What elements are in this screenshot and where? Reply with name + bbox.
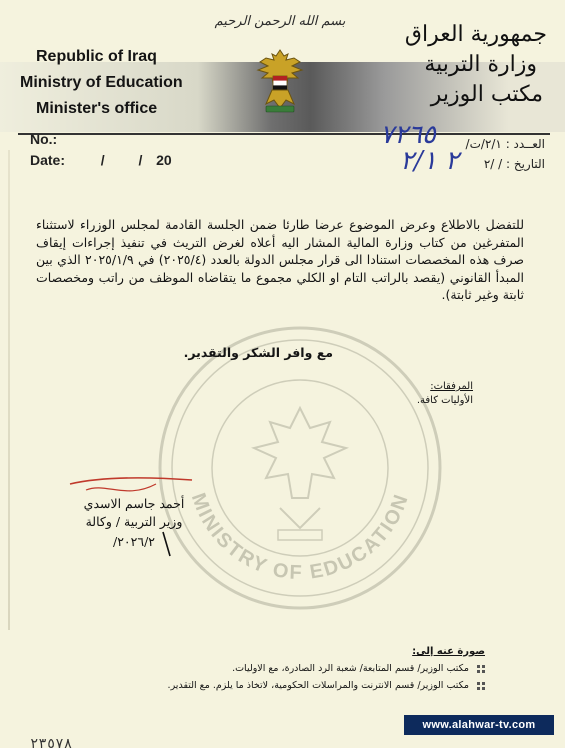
arabic-date-label: التاريخ : / /٢: [483, 157, 545, 171]
date-slash-1: /: [100, 152, 105, 168]
basmala: بسم الله الرحمن الرحيم: [214, 14, 346, 29]
copies-item: [232, 663, 485, 674]
header-divider: [18, 133, 550, 135]
copies-item-text: مكتب الوزير/ قسم المتابعة/ شعبة الرد الصادرة، مع الاوليات.: [232, 663, 469, 674]
date-label-text: Date:: [30, 152, 66, 168]
arabic-line-office: مكتب الوزير: [430, 82, 543, 107]
ministry-seal-icon: [150, 318, 450, 618]
square-bullet-icon: [477, 665, 485, 673]
attachments-title: المرفقات:: [430, 381, 473, 392]
letter-closing: مع وافر الشكر والتقدير.: [183, 345, 333, 360]
signature-mark-icon: [160, 530, 174, 558]
signatory-title: وزير التربية / وكالة: [85, 514, 183, 529]
arabic-line-country: جمهورية العراق: [404, 22, 547, 47]
english-letterhead: [20, 44, 183, 122]
copies-item-text: مكتب الوزير/ قسم الانترنت والمراسلات الحكومية، لاتخاذ ما يلزم. مع التقدير.: [167, 680, 469, 691]
date-slash-2: /: [138, 152, 143, 168]
signature-date: ٢٠٢٦/٢/: [113, 534, 155, 549]
copies-item: [168, 680, 485, 691]
site-watermark: www.alahwar-tv.com: [404, 715, 554, 735]
arabic-number-label: العــدد : ٢/١/ت/: [465, 137, 545, 151]
date-year: 20: [156, 152, 172, 168]
svg-text:MINISTRY OF EDUCATION: [187, 490, 413, 584]
seal-text: MINISTRY OF EDUCATION: [186, 490, 414, 585]
english-line-ministry: Ministry of Education: [20, 74, 183, 91]
copies-title: صورة عنه إلى:: [412, 646, 485, 657]
iraq-eagle-emblem-icon: [252, 46, 308, 116]
footer-serial-number: ٢٣٥٧٨: [30, 736, 73, 748]
arabic-letterhead: [405, 20, 547, 110]
handwritten-date: ٢ ٢/١: [400, 146, 459, 176]
square-bullet-icon: [477, 682, 485, 690]
attachments-item: الأوليات كافة.: [416, 395, 473, 406]
page-edge-shadow: [8, 150, 10, 630]
signature-scribble-icon: [66, 470, 196, 520]
signatory-name: أحمد جاسم الاسدي: [83, 496, 185, 511]
english-line-country: Republic of Iraq: [36, 48, 157, 65]
arabic-line-ministry: وزارة التربية: [424, 52, 537, 77]
english-line-office: Minister's office: [36, 100, 158, 117]
reference-date-label: [30, 152, 172, 168]
letter-body-paragraph: للتفضل بالاطلاع وعرض الموضوع عرضا طارئا ضمن الجلسة القادمة لمجلس الوزراء لاستثناء المتفرغين من كتاب وزارة المالية المشار اليه أعلاه لغرض التريث في تنفيذ إجراءات إيقاف صرف هذه المخصصات استنادا الى قرار مجلس الدولة بالعدد (٢٠٢٥/٤) في ٢٠٢٥/١/٩ الذي بين المبدأ القانوني (يقصد بالراتب التام او الكلي مجموع ما يتقاضاه الموظف من راتب ومخصصات ثابتة وغير ثابتة).: [36, 217, 525, 303]
reference-number-label: No.:: [30, 131, 58, 147]
handwritten-reference-number: ٧٢٦٥: [380, 120, 436, 150]
